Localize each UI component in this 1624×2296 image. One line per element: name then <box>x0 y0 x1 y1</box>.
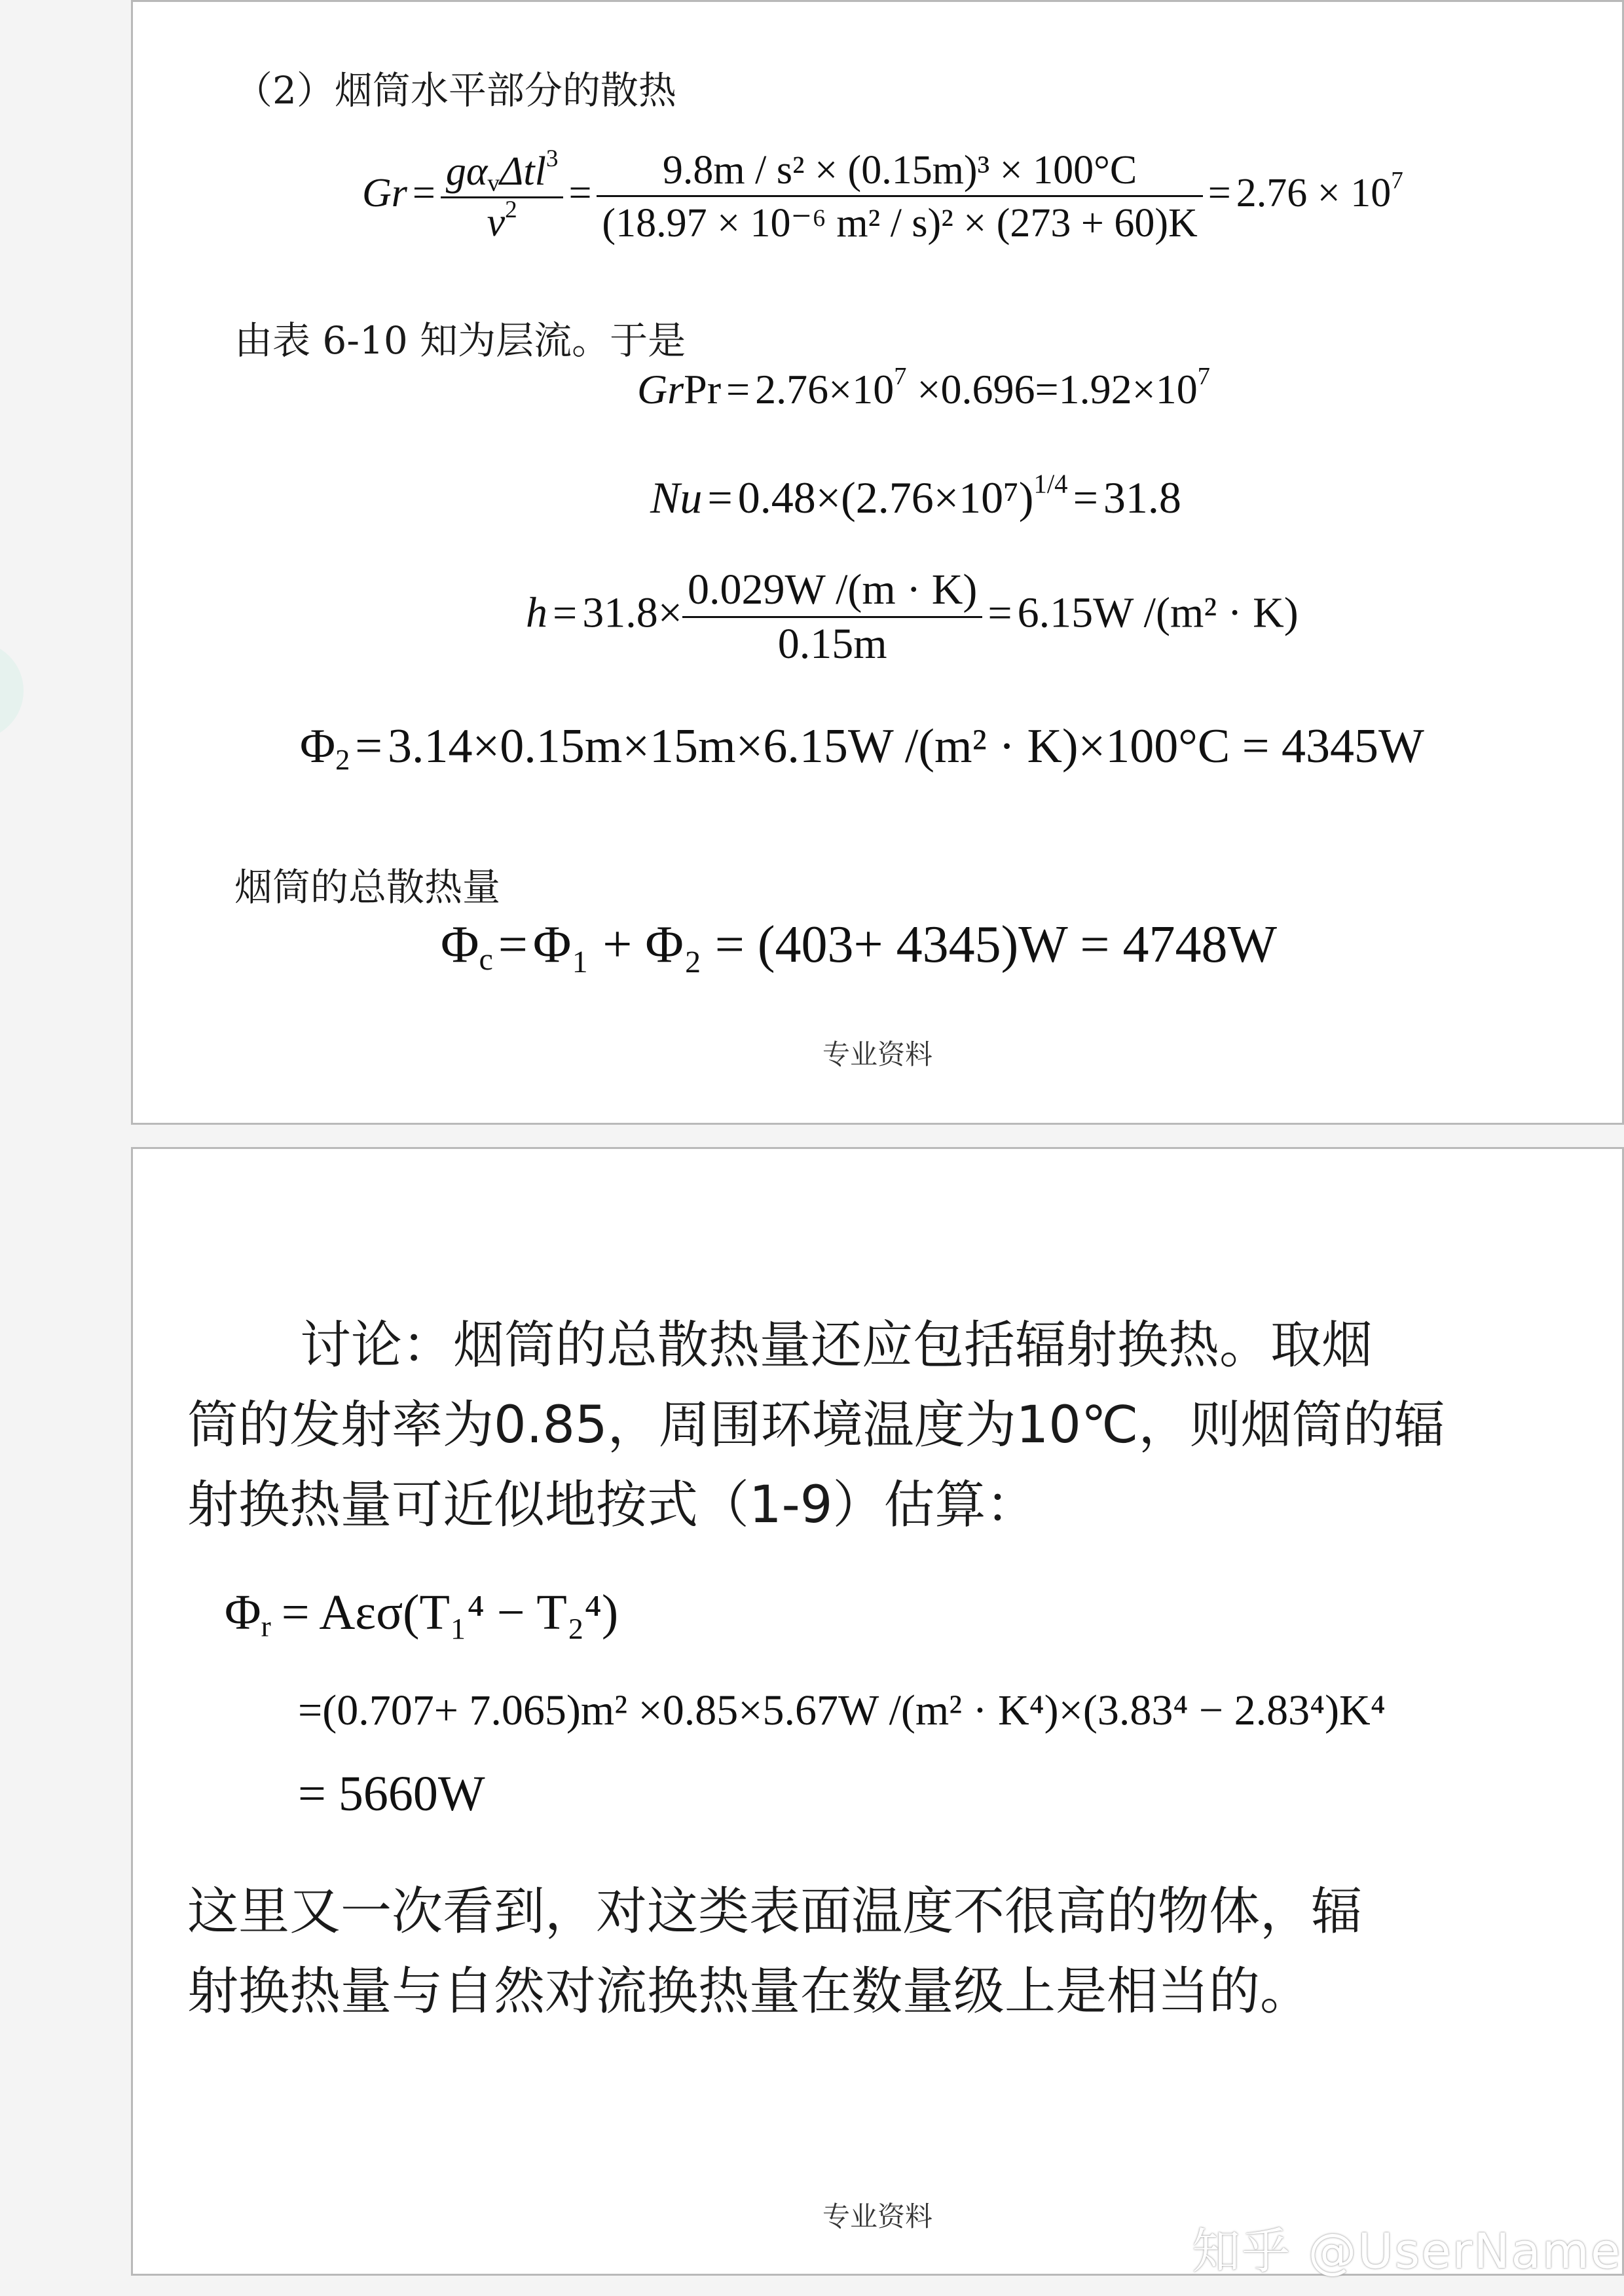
heat-transfer-coefficient-equation: h = 31.8× $\frac{0.029W /(m \cdot K)}{0.15m}$ = 6.15W /(m² · K) <box>526 566 1299 668</box>
gr-lhs: Gr <box>362 171 407 216</box>
document-page-1 <box>131 0 1624 1125</box>
phi2-equation: $\Phi_2 = 3.14\times 0.15m\times 15m\times 6.15W$ /(m² · K)×100°C = 4345W <box>300 720 1424 776</box>
nusselt-equation: $Nu = 0.48\times(2.76\times 10^7)^{1/4} = 31.8$ <box>650 469 1181 522</box>
gr-fraction-1: $\frac{g\alpha_v\Delta tl^3}{v^2}$ <box>441 149 564 246</box>
side-scroll-tab[interactable] <box>0 642 24 740</box>
total-heat-heading: 烟筒的总散热量 <box>234 865 501 909</box>
grashof-equation: Gr = $\frac{g\alpha_v\Delta tl^3}{v^2}$ = $\frac{\text{9.8m / s² × (0.15m)³ × 100°C}}{\text{(18.97 × 10⁻⁶ m² / s)² × (273 + 60)K}}$ = $2.76 \times 10^7$ <box>362 145 1403 246</box>
gr-result: 2.76 × 10 <box>1236 171 1392 216</box>
page-footer: 专业资料 <box>822 2200 933 2232</box>
gr-fraction-2: $\frac{\text{9.8m / s² × (0.15m)³ × 100°C}}{\text{(18.97 × 10⁻⁶ m² / s)² × (273 + 60)K}}$ <box>597 147 1202 247</box>
discussion-line-3: 射换热量可近似地按式（1-9）估算： <box>187 1476 1037 1535</box>
phir-equation-line-1: $\Phi_r = A\varepsilon\sigma(T_1^4 - T_2^4)$ <box>225 1585 619 1643</box>
discussion-line-1: 讨论：烟筒的总散热量还应包括辐射换热。取烟 <box>300 1316 1373 1375</box>
discussion-line-2: 筒的发射率为0.85，周围环境温度为10℃，则烟筒的辐 <box>187 1396 1445 1455</box>
phir-equation-line-2: =(0.707+ 7.065)m² ×0.85×5.67W /(m² · K⁴)×(3.83⁴ − 2.83⁴)K⁴ <box>298 1686 1386 1734</box>
grpr-equation: GrPr = $2.76\times 10^7 \times 0.696=1.92\times 10^7$ <box>637 363 1210 412</box>
conclusion-line-2: 射换热量与自然对流换热量在数量级上是相当的。 <box>187 1962 1312 2021</box>
document-page-2 <box>131 1147 1624 2276</box>
phic-equation: $\Phi_c = \Phi_1 + \Phi_2 = (403+ 4345)W = 4748W$ <box>441 916 1277 977</box>
page-footer: 专业资料 <box>822 1038 933 1070</box>
section-heading: （2）烟筒水平部分的散热 <box>234 68 676 113</box>
phir-equation-line-3: = 5660W <box>298 1766 485 1821</box>
laminar-flow-text: 由表 6-10 知为层流。于是 <box>234 318 686 363</box>
conclusion-line-1: 这里又一次看到，对这类表面温度不很高的物体，辐 <box>187 1882 1363 1941</box>
zhihu-watermark: 知乎 @UserName <box>1192 2223 1622 2280</box>
h-fraction: $\frac{0.029W /(m \cdot K)}{0.15m}$ <box>682 565 982 669</box>
